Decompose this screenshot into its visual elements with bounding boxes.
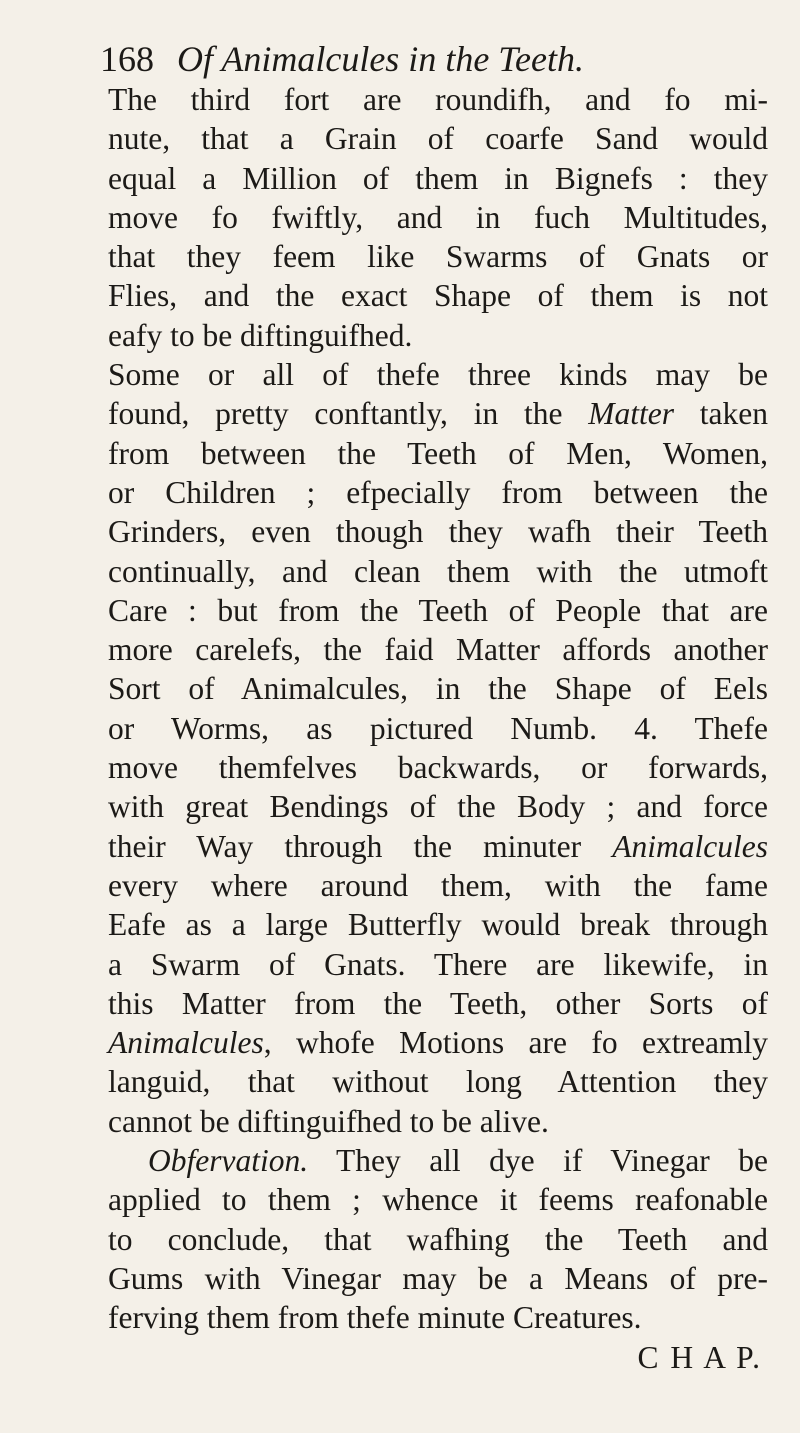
text-line: Grinders, even though they wafh their Teeth xyxy=(108,514,768,550)
text-line: Sort of Animalcules, in the Shape of Eels xyxy=(108,671,768,707)
text-line: continually, and clean them with the utmoft xyxy=(108,553,768,589)
text-line: The third fort are roundifh, and fo mi- xyxy=(108,82,768,117)
text-line: Animalcules, whofe Motions are fo extreamly xyxy=(108,1025,768,1061)
text-line: move fo fwiftly, and in fuch Multitudes, xyxy=(108,199,768,235)
text-line: applied to them ; whence it feems reafonable xyxy=(108,1182,768,1218)
text-line: with great Bendings of the Body ; and force xyxy=(108,789,768,825)
text-line: cannot be diftinguifhed to be alive. xyxy=(108,1103,549,1139)
text-line: more carelefs, the faid Matter affords another xyxy=(108,632,768,668)
text-line: eafy to be diftinguifhed. xyxy=(108,317,413,353)
text-line: ferving them from thefe minute Creatures. xyxy=(108,1300,642,1336)
text-line: equal a Million of them in Bignefs : they xyxy=(108,160,768,196)
running-head xyxy=(100,38,584,80)
text-line: move themfelves backwards, or forwards, xyxy=(108,750,768,786)
text-line: found, pretty conftantly, in the Matter taken xyxy=(108,396,768,432)
text-line: to conclude, that wafhing the Teeth and xyxy=(108,1221,768,1257)
text-line: languid, that without long Attention they xyxy=(108,1064,768,1100)
text-line: or Worms, as pictured Numb. 4. Thefe xyxy=(108,710,768,746)
text-line: Gums with Vinegar may be a Means of pre- xyxy=(108,1260,768,1296)
text-line: Eafe as a large Butterfly would break through xyxy=(108,907,768,943)
catchword: C H A P. xyxy=(637,1339,762,1375)
text-line: a Swarm of Gnats. There are likewife, in xyxy=(108,946,768,982)
text-line: Obfervation. They all dye if Vinegar be xyxy=(148,1143,768,1179)
text-line: their Way through the minuter Animalcules xyxy=(108,828,768,864)
text-line: this Matter from the Teeth, other Sorts of xyxy=(108,985,768,1021)
text-line: every where around them, with the fame xyxy=(108,867,768,903)
text-line: from between the Teeth of Men, Women, xyxy=(108,435,768,471)
text-line: or Children ; efpecially from between the xyxy=(108,474,768,510)
text-line: Flies, and the exact Shape of them is not xyxy=(108,278,768,314)
text-block xyxy=(108,80,768,1377)
text-line: Care : but from the Teeth of People that are xyxy=(108,592,768,628)
text-line: that they feem like Swarms of Gnats or xyxy=(108,239,768,275)
page-number: 168 xyxy=(100,39,154,79)
text-line: Some or all of thefe three kinds may be xyxy=(108,357,768,393)
running-title: Of Animalcules in the Teeth. xyxy=(177,39,584,79)
text-line: nute, that a Grain of coarfe Sand would xyxy=(108,121,768,157)
